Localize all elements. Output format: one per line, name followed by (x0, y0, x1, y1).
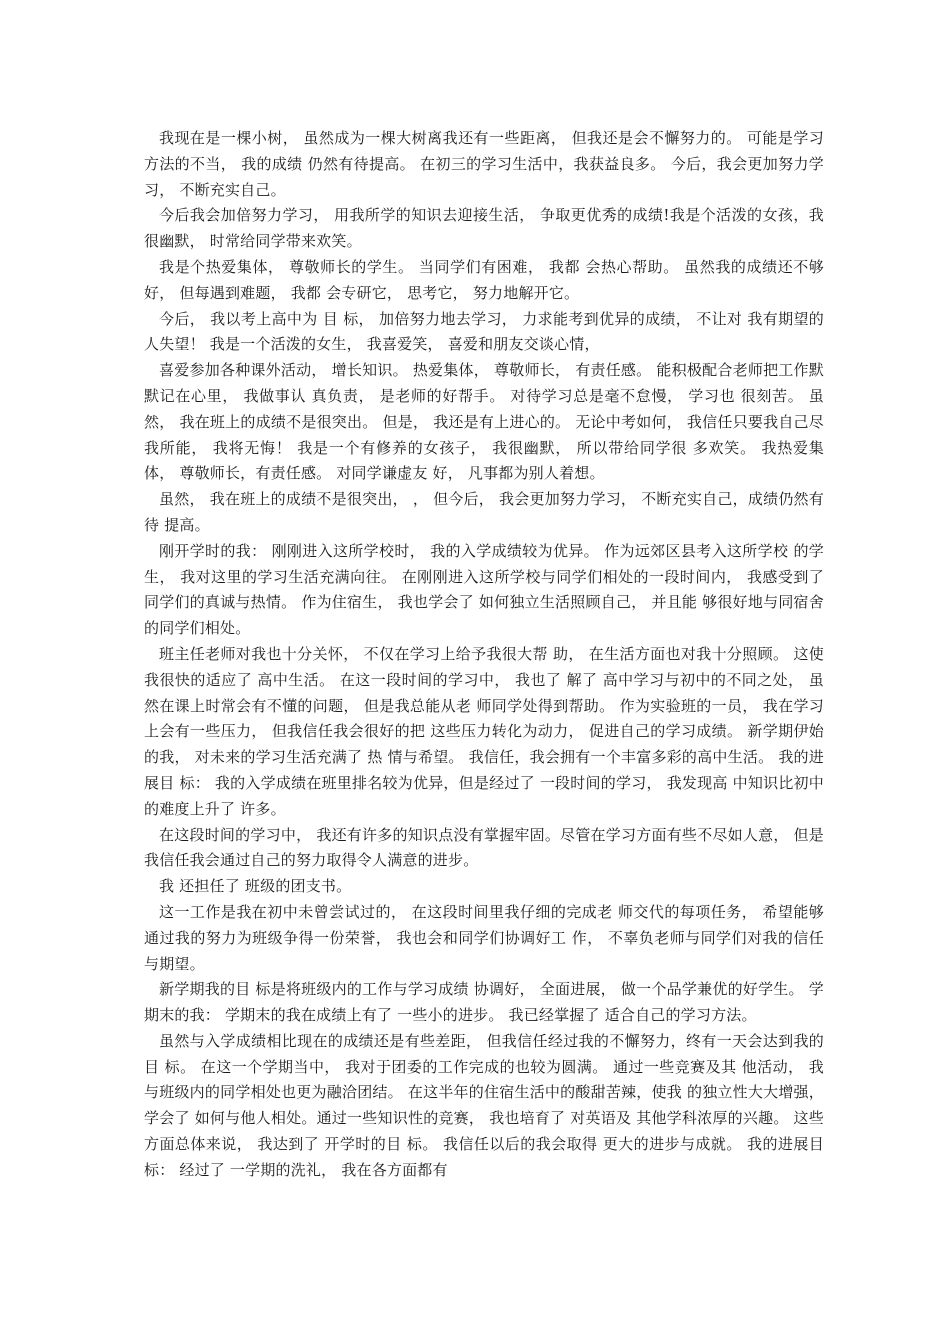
document-body (144, 126, 824, 1184)
paragraph-5: 喜爱参加各种课外活动， 增长知识。 热爱集体， 尊敬师长， 有责任感。 能积极配合老师把工作默默记在心里， 我做事认 真负责， 是老师的好帮手。 对待学习总是毫不怠慢， 学习也 很刻苦。 虽然， 我在班上的成绩不是很突出。 但是， 我还是有上进心的。 无论中考如何， 我信任只要我自己尽我所能， 我将无悔！ 我是一个有修养的女孩子， 我很幽默， 所以带给同学很 多欢笑。 我热爱集体， 尊敬师长，有责任感。 对同学谦虚友 好， 凡事都为别人着想。 (144, 361, 824, 483)
paragraph-3: 我是个热爱集体， 尊敬师长的学生。 当同学们有困难， 我都 会热心帮助。 虽然我的成绩还不够好， 但每遇到难题， 我都 会专研它， 思考它， 努力地解开它。 (144, 257, 824, 302)
paragraph-9: 在这段时间的学习中， 我还有许多的知识点没有掌握牢固。尽管在学习方面有些不尽如人意， 但是我信任我会通过自己的努力取得令人满意的进步。 (144, 825, 824, 870)
paragraph-12: 新学期我的目 标是将班级内的工作与学习成绩 协调好， 全面进展， 做一个品学兼优的好学生。 学期末的我： 学期末的我在成绩上有了 一些小的进步。 我已经掌握了 适合自己的学习方法。 (144, 980, 824, 1025)
paragraph-2: 今后我会加倍努力学习， 用我所学的知识去迎接生活， 争取更优秀的成绩!我是个活泼的女孩，我很幽默， 时常给同学带来欢笑。 (144, 206, 824, 251)
paragraph-8: 班主任老师对我也十分关怀， 不仅在学习上给予我很大帮 助， 在生活方面也对我十分照顾。 这使我很快的适应了 高中生活。 在这一段时间的学习中， 我也了 解了 高中学习与初中的不同之处， 虽然在课上时常会有不懂的问题， 但是我总能从老 师同学处得到帮助。 作为实验班的一员， 我在学习上会有一些压力， 但我信任我会很好的把 这些压力转化为动力， 促进自己的学习成绩。 新学期伊始的我， 对未来的学习生活充满了 热 情与希望。 我信任，我会拥有一个丰富多彩的高中生活。 我的进展目 标： 我的入学成绩在班里排名较为优异，但是经过了 一段时间的学习， 我发现高 中知识比初中的难度上升了 许多。 (144, 644, 824, 818)
paragraph-11: 这一工作是我在初中未曾尝试过的， 在这段时间里我仔细的完成老 师交代的每项任务， 希望能够通过我的努力为班级争得一份荣誉， 我也会和同学们协调好工 作， 不辜负老师与同学们对我的信任与期望。 (144, 902, 824, 973)
paragraph-1: 我现在是一棵小树， 虽然成为一棵大树离我还有一些距离， 但我还是会不懈努力的。 可能是学习方法的不当， 我的成绩 仍然有待提高。 在初三的学习生活中，我获益良多。 今后，我会更加努力学习， 不断充实自己。 (144, 129, 824, 199)
paragraph-7: 刚开学时的我： 刚刚进入这所学校时， 我的入学成绩较为优异。 作为远郊区县考入这所学校 的学生， 我对这里的学习生活充满向往。 在刚刚进入这所学校与同学们相处的一段时间内， 我感受到了 同学们的真诚与热情。 作为住宿生， 我也学会了 如何独立生活照顾自己， 并且能 够很好地与同宿舍的同学们相处。 (144, 541, 824, 638)
paragraph-10: 我 还担任了 班级的团支书。 (159, 877, 352, 896)
paragraph-6: 虽然， 我在班上的成绩不是很突出， ， 但今后， 我会更加努力学习， 不断充实自己，成绩仍然有待 提高。 (144, 490, 824, 534)
paragraph-13: 虽然与入学成绩相比现在的成绩还是有些差距， 但我信任经过我的不懈努力，终有一天会达到我的目 标。 在这一个学期当中， 我对于团委的工作完成的也较为圆满。 通过一些竞赛及其 他活动， 我与班级内的同学相处也更为融洽团结。 在这半年的住宿生活中的酸甜苦辣，使我 的独立性大大增强， 学会了 如何与他人相处。通过一些知识性的竞赛， 我也培育了 对英语及 其他学科浓厚的兴趣。 这些方面总体来说， 我达到了 开学时的目 标。 我信任以后的我会取得 更大的进步与成就。 我的进展目 标： 经过了 一学期的洗礼， 我在各方面都有 (144, 1031, 824, 1179)
paragraph-4: 今后， 我以考上高中为 目 标， 加倍努力地去学习， 力求能考到优异的成绩， 不让对 我有期望的人失望！ 我是一个活泼的女生， 我喜爱笑， 喜爱和朋友交谈心情， (144, 309, 824, 354)
